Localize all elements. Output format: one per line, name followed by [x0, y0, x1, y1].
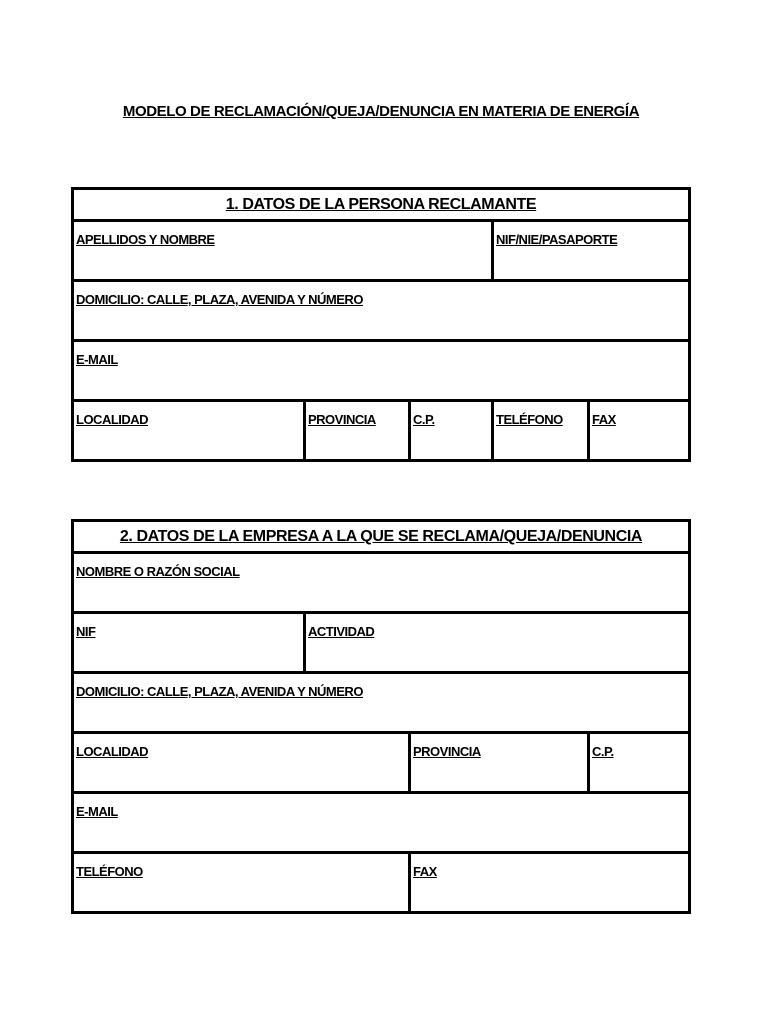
company-activity-label: ACTIVIDAD — [308, 624, 375, 639]
company-nif-activity-row — [74, 614, 688, 674]
company-contact-row — [74, 854, 688, 911]
document-title: MODELO DE RECLAMACIÓN/QUEJA/DENUNCIA EN MATERIA DE ENERGÍA — [122, 103, 640, 120]
section-1-header — [74, 190, 688, 222]
company-nif-field[interactable] — [74, 614, 306, 671]
company-province-field[interactable] — [411, 734, 590, 791]
company-phone-field[interactable] — [74, 854, 411, 911]
company-fax-field[interactable] — [411, 854, 688, 911]
company-data-section — [71, 519, 691, 914]
company-email-label: E-MAIL — [76, 804, 118, 819]
company-address-label: DOMICILIO: CALLE, PLAZA, AVENIDA Y NÚMERO — [76, 684, 363, 699]
company-name-label: NOMBRE O RAZÓN SOCIAL — [76, 564, 240, 579]
claimant-province-field[interactable] — [306, 402, 411, 459]
claimant-postal-code-label: C.P. — [413, 412, 435, 427]
claimant-name-field[interactable] — [74, 222, 494, 279]
claimant-address-field[interactable] — [74, 282, 688, 339]
claimant-data-section — [71, 187, 691, 462]
claimant-province-label: PROVINCIA — [308, 412, 376, 427]
company-email-row — [74, 794, 688, 854]
company-fax-label: FAX — [413, 864, 437, 879]
section-2-header — [74, 522, 688, 554]
claimant-address-label: DOMICILIO: CALLE, PLAZA, AVENIDA Y NÚMERO — [76, 292, 363, 307]
claimant-name-label: APELLIDOS Y NOMBRE — [76, 232, 215, 247]
claimant-id-field[interactable] — [494, 222, 688, 279]
claimant-name-row — [74, 222, 688, 282]
claimant-postal-code-field[interactable] — [411, 402, 494, 459]
section-1-title: 1. DATOS DE LA PERSONA RECLAMANTE — [225, 196, 537, 213]
claimant-phone-label: TELÉFONO — [496, 412, 563, 427]
claimant-city-label: LOCALIDAD — [76, 412, 149, 427]
claimant-fax-label: FAX — [592, 412, 616, 427]
company-phone-label: TELÉFONO — [76, 864, 143, 879]
company-name-field[interactable] — [74, 554, 688, 611]
claimant-fax-field[interactable] — [590, 402, 688, 459]
company-province-label: PROVINCIA — [413, 744, 481, 759]
company-city-label: LOCALIDAD — [76, 744, 149, 759]
company-city-field[interactable] — [74, 734, 411, 791]
company-postal-code-field[interactable] — [590, 734, 688, 791]
company-address-row — [74, 674, 688, 734]
company-address-field[interactable] — [74, 674, 688, 731]
claimant-email-label: E-MAIL — [76, 352, 118, 367]
claimant-address-row — [74, 282, 688, 342]
company-postal-code-label: C.P. — [592, 744, 614, 759]
section-2-title: 2. DATOS DE LA EMPRESA A LA QUE SE RECLAMA/QUEJA/DENUNCIA — [119, 528, 643, 545]
claimant-location-row — [74, 402, 688, 459]
claimant-email-field[interactable] — [74, 342, 688, 399]
claimant-phone-field[interactable] — [494, 402, 590, 459]
company-nif-label: NIF — [76, 624, 96, 639]
claimant-email-row — [74, 342, 688, 402]
claimant-city-field[interactable] — [74, 402, 306, 459]
company-location-row — [74, 734, 688, 794]
company-name-row — [74, 554, 688, 614]
company-activity-field[interactable] — [306, 614, 688, 671]
claimant-id-label: NIF/NIE/PASAPORTE — [496, 232, 618, 247]
company-email-field[interactable] — [74, 794, 688, 851]
